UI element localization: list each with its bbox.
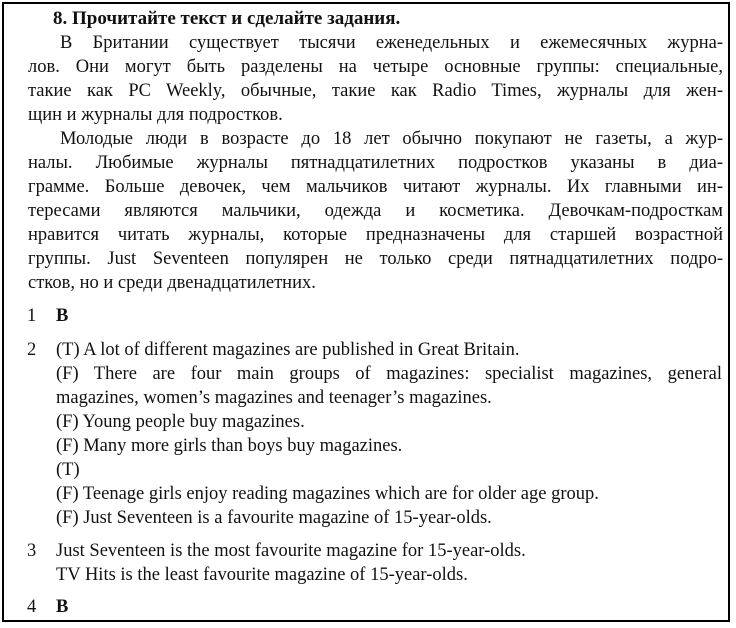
- answer-2-line: (T): [56, 460, 80, 480]
- paragraph2-line: налы. Любимые журналы пятнадцатилетних подростков указаны в диа-: [28, 153, 723, 173]
- task-title: 8. Прочитайте текст и сделайте задания.: [53, 8, 401, 29]
- paragraph2-line: грамме. Больше девочек, чем мальчиков читают журналы. Их главными ин-: [28, 177, 723, 197]
- answer-4-text: B: [56, 597, 69, 617]
- paragraph2-line: тересами являются мальчики, одежда и косметика. Девочкам-подросткам: [28, 201, 723, 221]
- paragraph1-line: лов. Они могут быть разделены на четыре основные группы: специальные,: [28, 57, 723, 77]
- paragraph2-line: нравится читать журналы, которые предназначены для старшей возрастной: [28, 225, 723, 245]
- paragraph2-line: Молодые люди в возрасте до 18 лет обычно покупают не газеты, а жур-: [60, 129, 723, 149]
- paragraph1-line: щин и журналы для подростков.: [28, 105, 283, 125]
- answer-2-line: (F) Young people buy magazines.: [56, 412, 305, 432]
- paragraph2-line: группы. Just Seventeen популярен не только среди пятнадцатилетних подро-: [28, 249, 723, 269]
- answer-2-line: (T) A lot of different magazines are published in Great Britain.: [56, 340, 520, 360]
- answer-number: 3: [27, 541, 37, 561]
- answer-2-line: (F) Teenage girls enjoy reading magazines which are for older age group.: [56, 484, 599, 504]
- paragraph2-line: стков, но и среди двенадцатилетних.: [28, 273, 316, 293]
- answer-number: 1: [27, 306, 37, 326]
- answer-1-text: B: [56, 306, 69, 326]
- answer-3-line: Just Seventeen is the most favourite magazine for 15-year-olds.: [56, 541, 526, 561]
- answer-2-line: (F) There are four main groups of magazines: specialist magazines, general: [56, 364, 722, 384]
- answer-number: 2: [27, 340, 37, 360]
- answer-2-line: (F) Just Seventeen is a favourite magazine of 15-year-olds.: [56, 508, 492, 528]
- answer-2-line: magazines, women’s magazines and teenager’s magazines.: [56, 388, 492, 408]
- answer-2-line: (F) Many more girls than boys buy magazines.: [56, 436, 403, 456]
- answer-number: 4: [27, 597, 37, 617]
- paragraph1-line: такие как PC Weekly, обычные, такие как Radio Times, журналы для жен-: [28, 81, 723, 101]
- answer-3-line: TV Hits is the least favourite magazine of 15-year-olds.: [56, 565, 468, 585]
- paragraph1-line: В Британии существует тысячи еженедельных и ежемесячных журна-: [60, 33, 723, 53]
